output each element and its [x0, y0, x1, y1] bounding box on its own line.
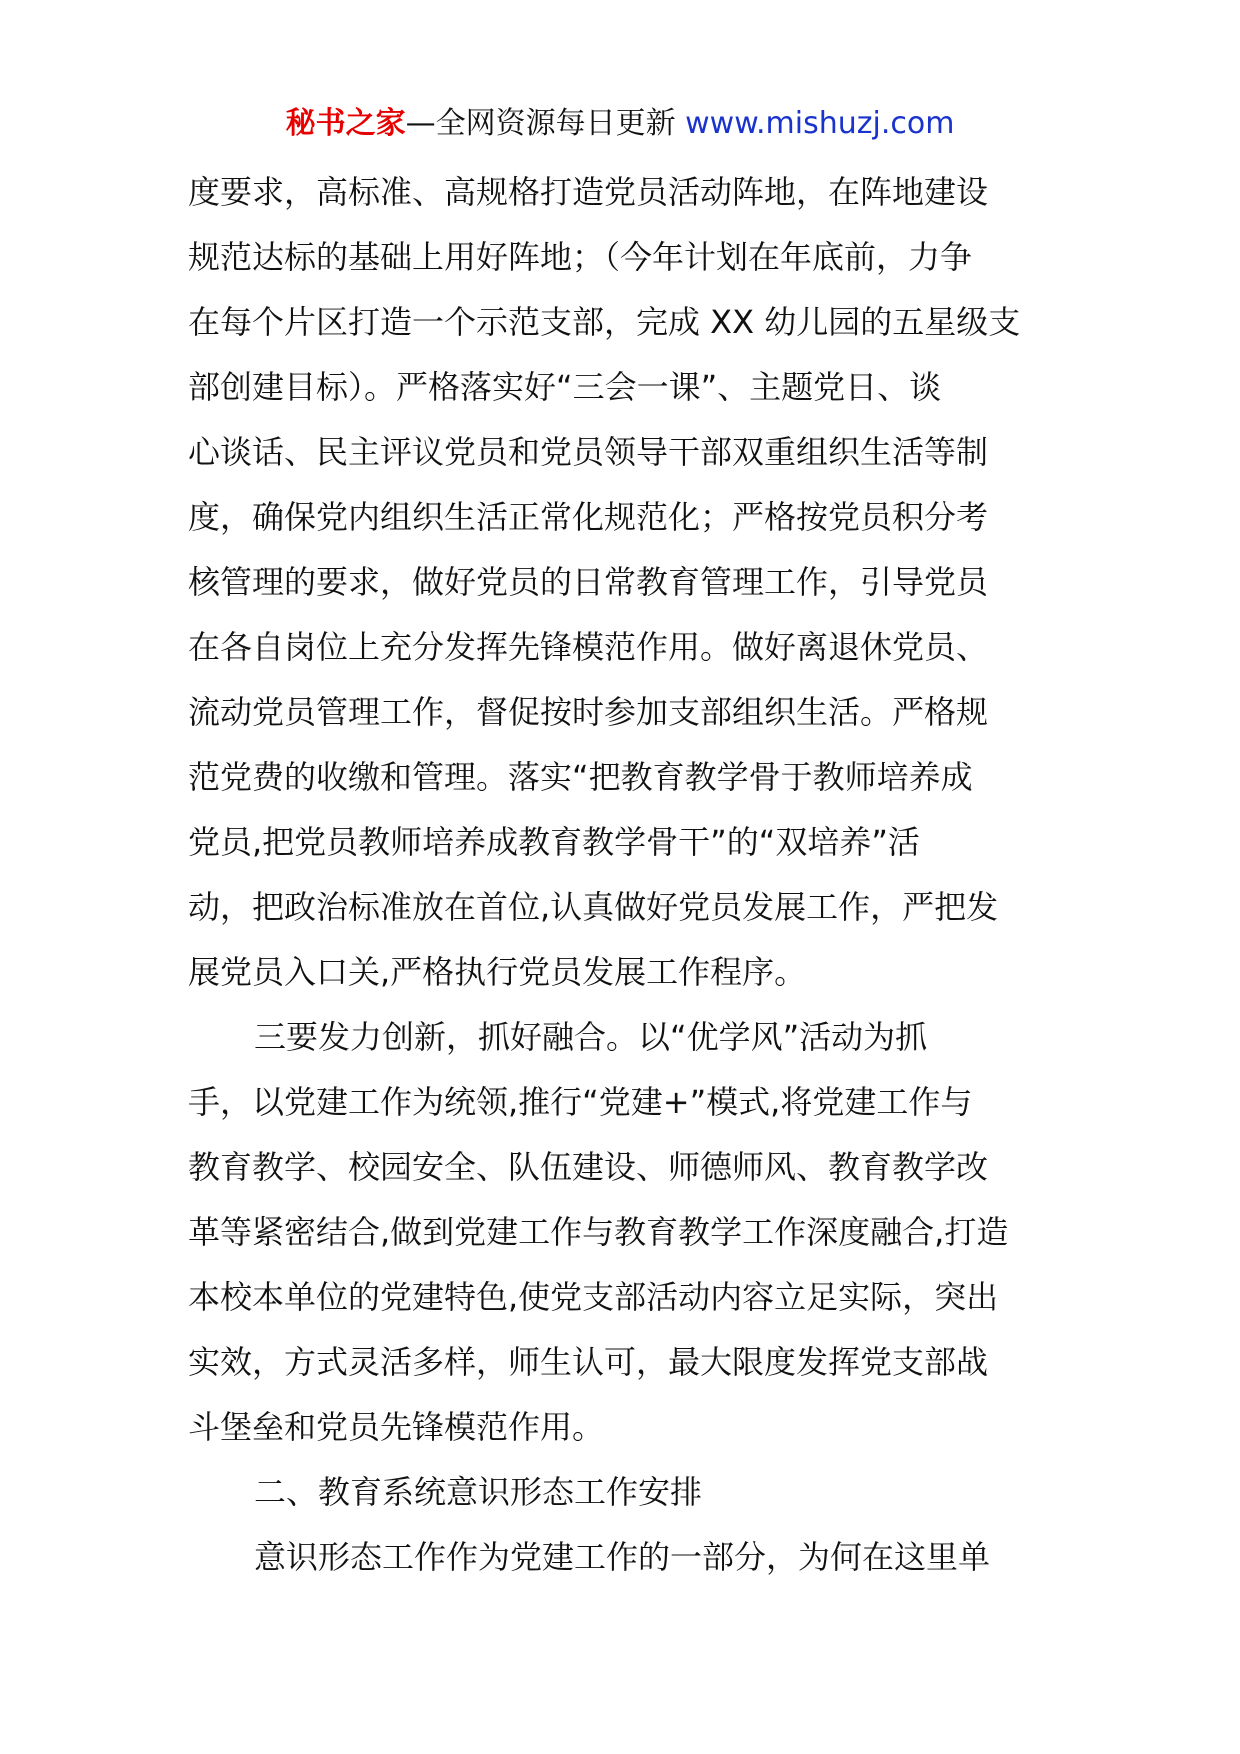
page-header — [0, 104, 1240, 144]
site-url[interactable]: www.mishuzj.com — [685, 106, 955, 141]
text-line: 度要求，高标准、高规格打造党员活动阵地，在阵地建设 — [188, 173, 989, 211]
text-line: 动，把政治标准放在首位,认真做好党员发展工作，严把发 — [188, 888, 999, 926]
text-line: 实效，方式灵活多样，师生认可，最大限度发挥党支部战 — [188, 1343, 989, 1381]
text-line: 本校本单位的党建特色,使党支部活动内容立足实际，突出 — [188, 1278, 999, 1316]
text-line: 革等紧密结合,做到党建工作与教育教学工作深度融合,打造 — [188, 1213, 1009, 1251]
text-line: 在各自岗位上充分发挥先锋模范作用。做好离退休党员、 — [188, 628, 989, 666]
text-line: 部创建目标）。严格落实好“三会一课”、主题党日、谈 — [188, 368, 942, 406]
text-line: 心谈话、民主评议党员和党员领导干部双重组织生活等制 — [188, 433, 989, 471]
brand-name: 秘书之家 — [285, 106, 406, 141]
text-line: 规范达标的基础上用好阵地；（今年计划在年底前，力争 — [188, 238, 973, 276]
text-line: 手，以党建工作为统领,推行“党建+”模式,将党建工作与 — [188, 1083, 973, 1121]
text-line: 度，确保党内组织生活正常化规范化；严格按党员积分考 — [188, 498, 989, 536]
section-heading: 二、教育系统意识形态工作安排 — [254, 1473, 703, 1511]
header-slogan: —全网资源每日更新 — [405, 106, 686, 141]
paragraph-start-line: 意识形态工作作为党建工作的一部分，为何在这里单 — [254, 1538, 991, 1576]
text-line: 展党员入口关,严格执行党员发展工作程序。 — [188, 953, 807, 991]
text-line: 范党费的收缴和管理。落实“把教育教学骨于教师培养成 — [188, 758, 973, 796]
text-line: 流动党员管理工作，督促按时参加支部组织生活。严格规 — [188, 693, 989, 731]
text-line: 党员,把党员教师培养成教育教学骨干”的“双培养”活 — [188, 823, 920, 861]
document-body — [188, 160, 1062, 1590]
paragraph-start-line: 三要发力创新，抓好融合。以“优学风”活动为抓 — [254, 1018, 928, 1056]
text-line: 教育教学、校园安全、队伍建设、师德师风、教育教学改 — [188, 1148, 989, 1186]
text-line: 在每个片区打造一个示范支部，完成 XX 幼儿园的五星级支 — [188, 303, 1021, 341]
text-line: 核管理的要求，做好党员的日常教育管理工作，引导党员 — [188, 563, 989, 601]
text-line: 斗堡垒和党员先锋模范作用。 — [188, 1408, 605, 1446]
